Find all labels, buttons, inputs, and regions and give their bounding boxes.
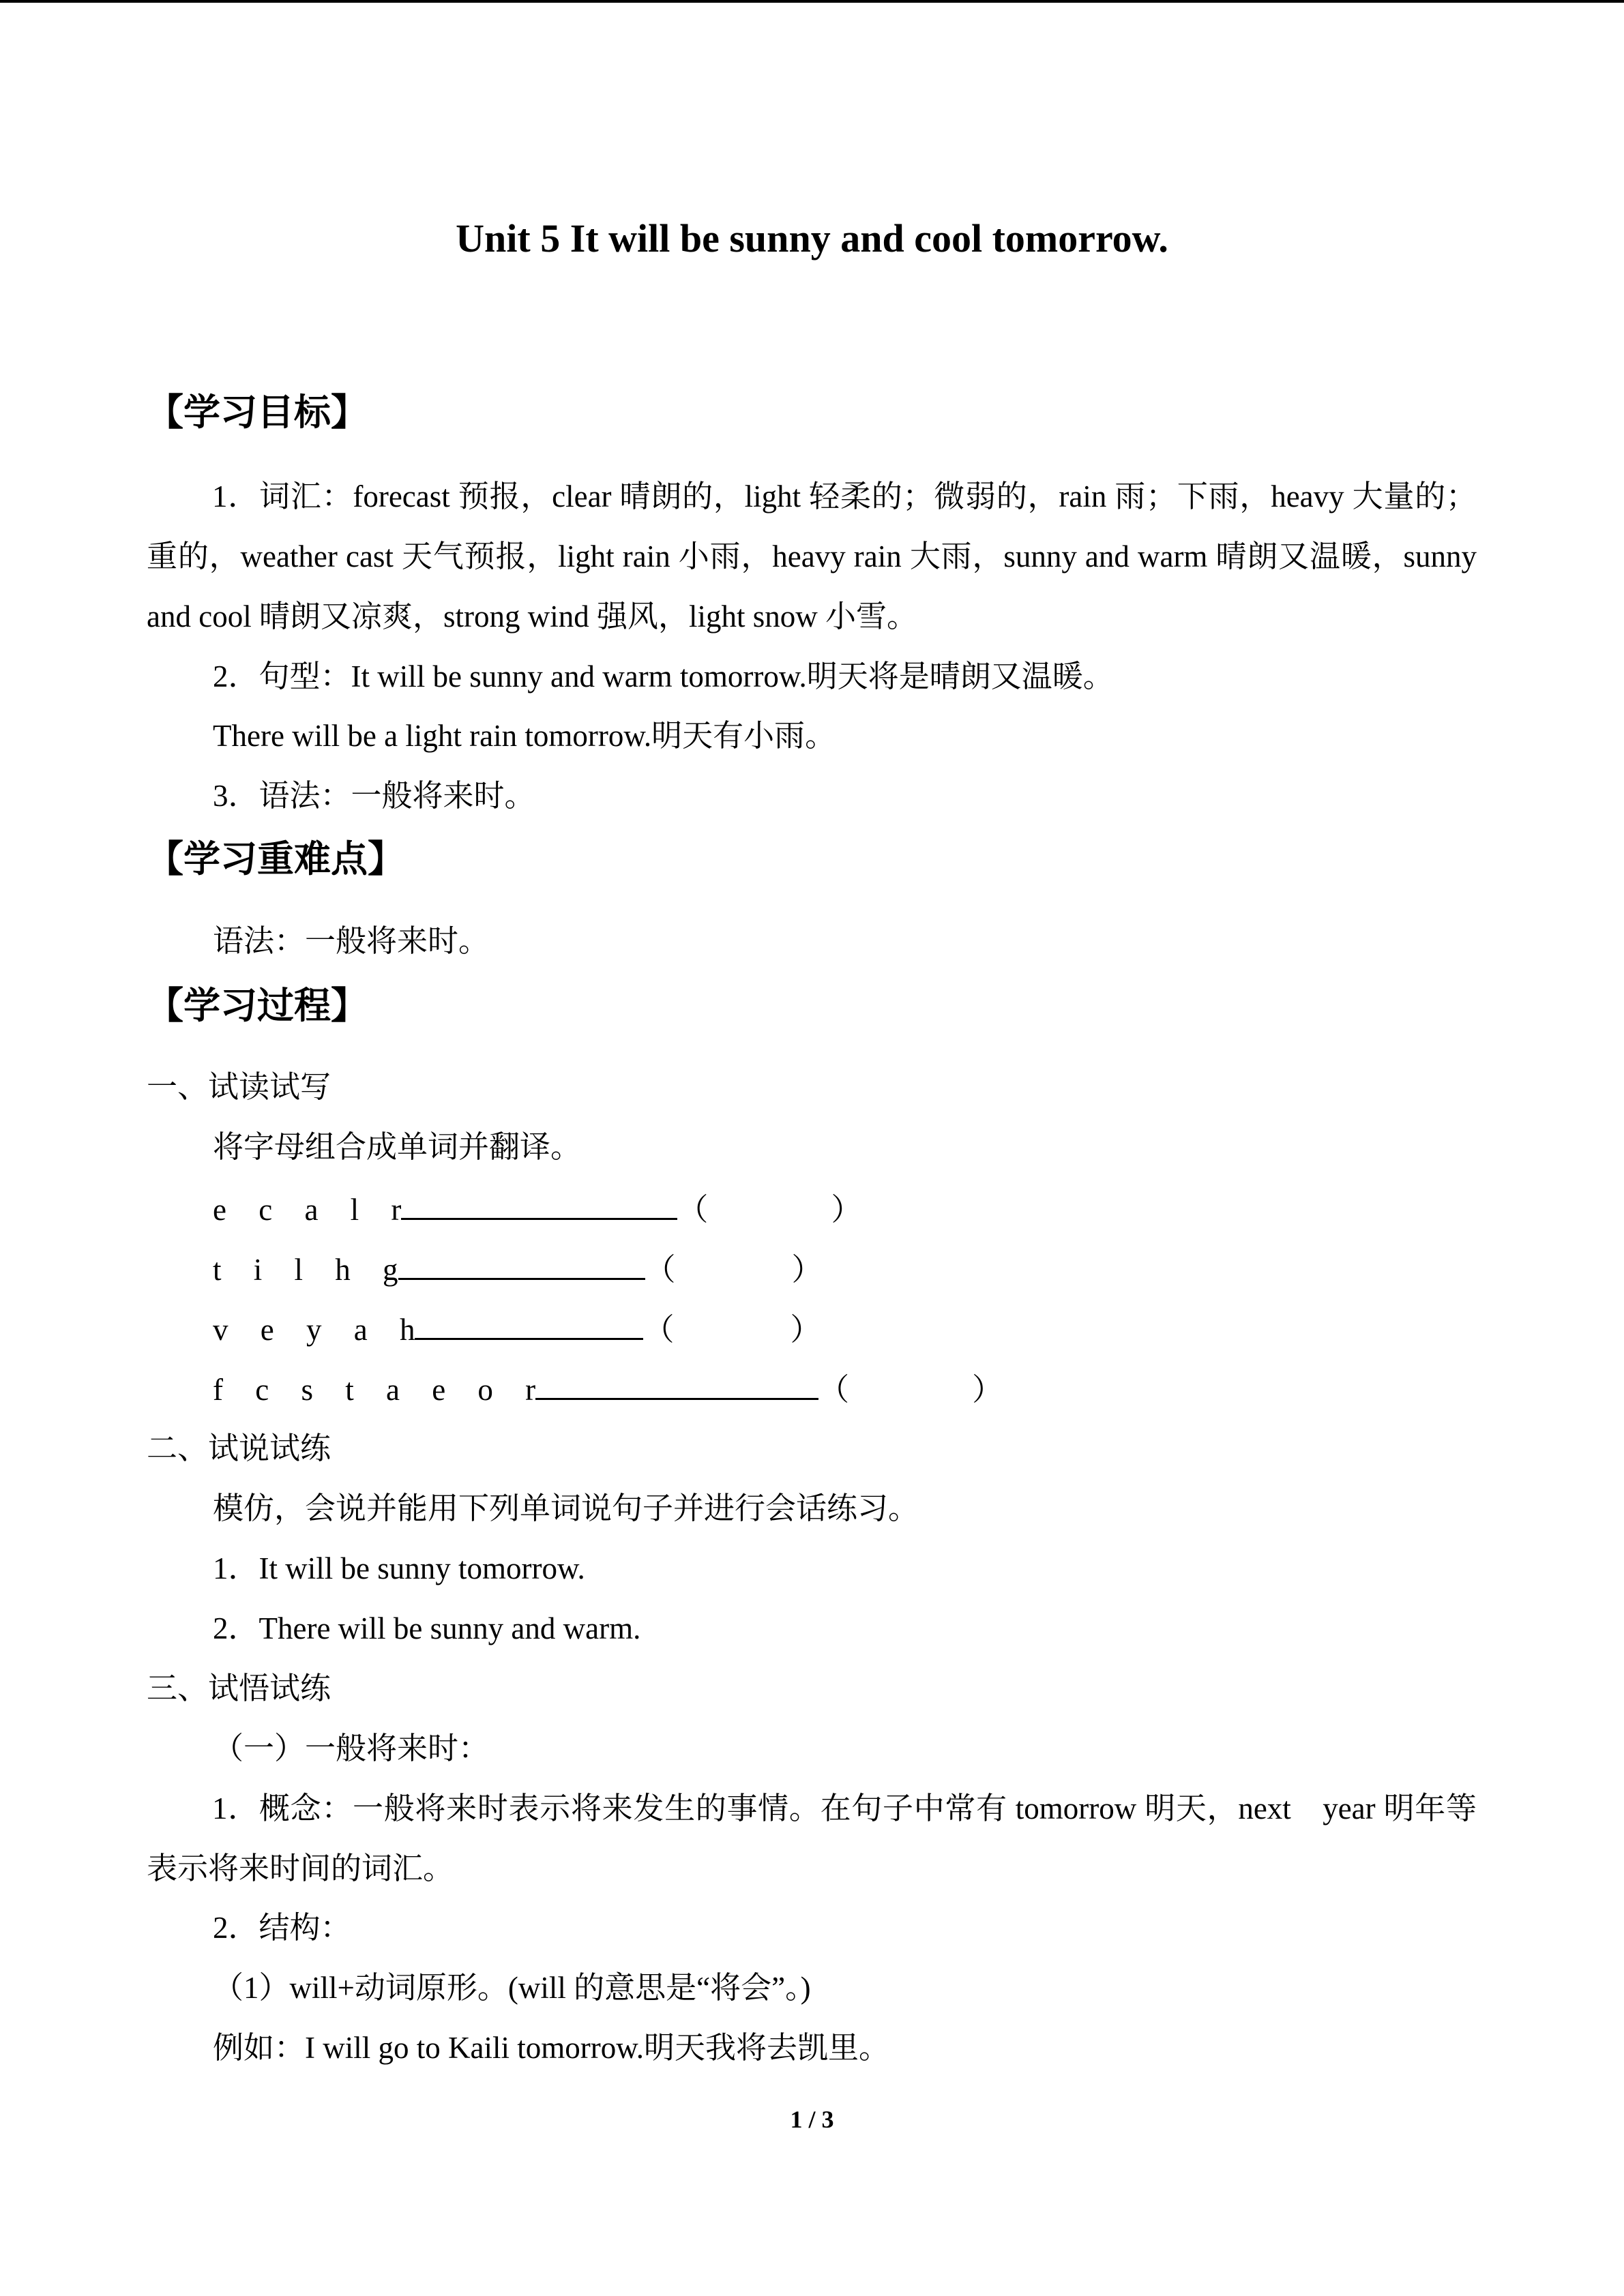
grammar-objective: 3．语法：一般将来时。	[213, 779, 535, 813]
part2-instruction: 模仿，会说并能用下列单词说句子并进行会话练习。	[213, 1491, 919, 1525]
sentence-pattern-1: 2．句型：It will be sunny and warm tomorrow.明天将是晴朗又温暖。	[213, 659, 1114, 694]
answer-blank[interactable]	[398, 1248, 645, 1280]
part1-title: 一、试读试写	[147, 1070, 331, 1104]
paren-close: ）	[831, 1193, 862, 1227]
structure-rule-1: （1）will+动词原形。(will 的意思是“将会”。)	[213, 1971, 811, 2005]
paren-open: （	[818, 1373, 850, 1407]
answer-blank[interactable]	[415, 1308, 643, 1340]
scramble-row	[213, 1188, 861, 1230]
paren-open: （	[645, 1253, 676, 1287]
section-heading-key-points: 【学习重难点】	[147, 837, 404, 880]
part1-instruction: 将字母组合成单词并翻译。	[213, 1130, 582, 1164]
vocabulary-paragraph: 1．词汇：forecast 预报，clear 晴朗的，light 轻柔的；微弱的，rain 雨；下雨，heavy 大量的；重的，weather cast 天气预报，light rain 小雨，heavy rain 大雨，sunny and warm 晴朗又温暖，sunny and cool 晴朗又凉爽，strong wind 强风，light snow 小雪。	[147, 479, 1477, 633]
future-tense-concept: 1．概念：一般将来时表示将来发生的事情。在句子中常有 tomorrow 明天，next year 明年等表示将来时间的词汇。	[147, 1791, 1477, 1885]
scramble-letters: v e y a h	[213, 1313, 415, 1347]
sentence-pattern-2: There will be a light rain tomorrow.明天有小雨。	[213, 719, 836, 753]
answer-blank[interactable]	[535, 1368, 818, 1400]
scramble-letters: t i l h g	[213, 1253, 398, 1287]
part2-sentence-2: 2．There will be sunny and warm.	[213, 1611, 641, 1645]
page-top-border	[0, 0, 1624, 3]
part2-sentence-1: 1．It will be sunny tomorrow.	[213, 1551, 585, 1585]
scramble-row	[213, 1248, 823, 1290]
structure-label: 2．结构：	[213, 1911, 351, 1945]
section-heading-process: 【学习过程】	[147, 984, 368, 1027]
page-title: Unit 5 It will be sunny and cool tomorrow.	[456, 216, 1168, 260]
paren-open: （	[643, 1313, 675, 1347]
paren-close: ）	[791, 1253, 823, 1287]
part3-subheading: （一）一般将来时：	[213, 1731, 490, 1765]
structure-example: 例如：I will go to Kaili tomorrow.明天我将去凯里。	[213, 2031, 890, 2065]
page-number: 1 / 3	[790, 2106, 834, 2133]
part2-title: 二、试说试练	[147, 1431, 331, 1465]
paren-open: （	[677, 1193, 709, 1227]
scramble-row	[213, 1308, 821, 1350]
part3-title: 三、试悟试练	[147, 1671, 331, 1705]
key-points-text: 语法：一般将来时。	[213, 924, 490, 958]
paren-close: ）	[790, 1313, 821, 1347]
scramble-row	[213, 1368, 1003, 1410]
answer-blank[interactable]	[401, 1188, 677, 1220]
paren-close: ）	[972, 1373, 1003, 1407]
scramble-letters: f c s t a e o r	[213, 1373, 536, 1407]
scramble-letters: e c a l r	[213, 1193, 402, 1227]
section-heading-objectives: 【学习目标】	[147, 391, 368, 434]
